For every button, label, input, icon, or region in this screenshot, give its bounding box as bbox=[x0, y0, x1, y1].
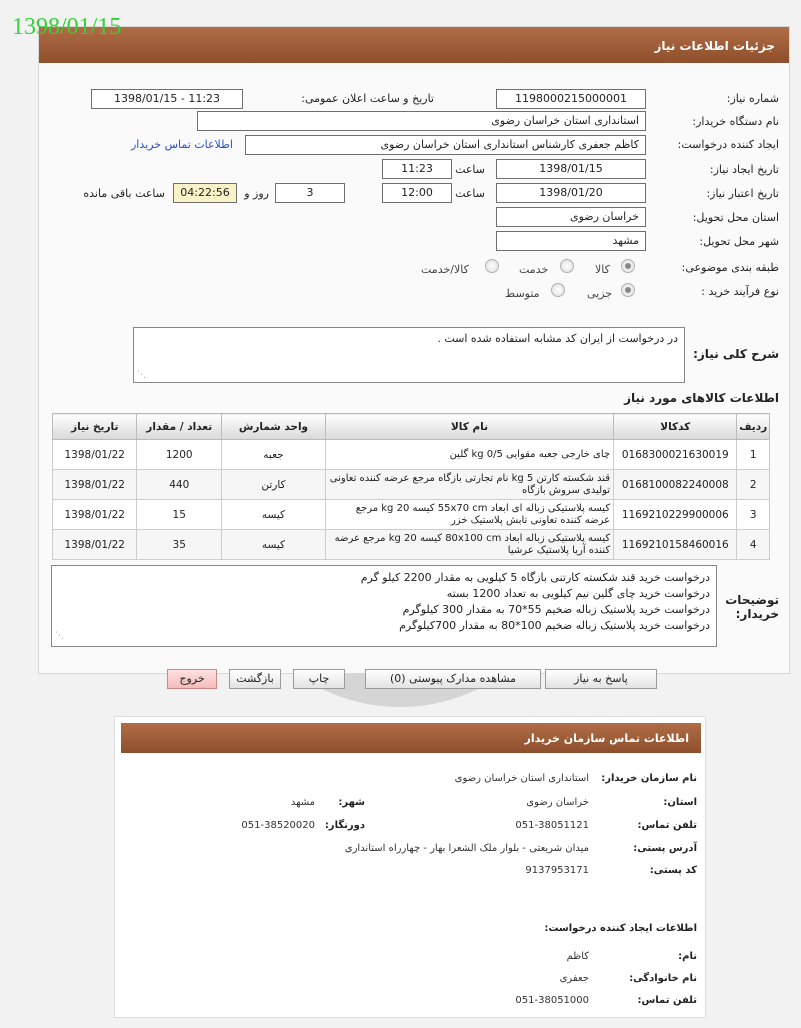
days-field: 3 bbox=[275, 183, 345, 203]
category-option-service: خدمت bbox=[519, 263, 549, 276]
cell-row-number: 2 bbox=[737, 470, 770, 500]
cell-need-date: 1398/01/22 bbox=[53, 530, 137, 560]
summary-textarea[interactable] bbox=[133, 327, 685, 383]
items-section-title: اطلاعات کالاهای مورد نیاز bbox=[624, 391, 779, 405]
creator-last-name-label: نام خانوادگی: bbox=[629, 973, 697, 984]
exit-button[interactable]: خروج bbox=[167, 669, 217, 689]
table-row bbox=[53, 500, 770, 530]
category-option-both: کالا/خدمت bbox=[421, 263, 469, 276]
buyer-notes-textarea[interactable] bbox=[51, 565, 717, 647]
process-option-medium: متوسط bbox=[505, 287, 540, 300]
announce-field: 1398/01/15 - 11:23 bbox=[91, 89, 243, 109]
contact-org-label: نام سازمان خریدار: bbox=[601, 773, 697, 784]
col-need-date: تاریخ نیاز bbox=[53, 414, 137, 440]
cell-quantity: 15 bbox=[137, 500, 221, 530]
col-item-name: نام کالا bbox=[325, 414, 613, 440]
cell-unit: کارتن bbox=[221, 470, 325, 500]
buyer-note-line: درخواست خرید پلاستیک زباله ضخیم 100*80 به مقدار 700کیلوگرم bbox=[399, 619, 710, 632]
validity-date-field: 1398/01/20 bbox=[496, 183, 646, 203]
cell-row-number: 1 bbox=[737, 440, 770, 470]
cell-unit: جعبه bbox=[221, 440, 325, 470]
category-radio-both[interactable] bbox=[485, 259, 499, 273]
cell-quantity: 1200 bbox=[137, 440, 221, 470]
category-label: طبقه بندی موضوعی: bbox=[681, 261, 779, 274]
cell-item-name: قند شکسته کارتن 5 kg نام تجارتی بازگاه مرجع عرضه کننده تعاونی تولیدی سروش بازگاه bbox=[325, 470, 613, 500]
table-row bbox=[53, 470, 770, 500]
delivery-province-label: استان محل تحویل: bbox=[692, 211, 779, 224]
delivery-province-field: خراسان رضوی bbox=[496, 207, 646, 227]
days-label: روز و bbox=[244, 187, 269, 200]
view-attachments-button[interactable]: مشاهده مدارک پیوستی (0) bbox=[365, 669, 541, 689]
category-radio-service[interactable] bbox=[560, 259, 574, 273]
announce-label: تاریخ و ساعت اعلان عمومی: bbox=[301, 92, 434, 105]
contact-city-label: شهر: bbox=[338, 797, 365, 808]
validity-time-field: 12:00 bbox=[382, 183, 452, 203]
col-row-number: ردیف bbox=[737, 414, 770, 440]
cell-item-code: 1169210158460016 bbox=[614, 530, 737, 560]
cell-item-name: کیسه پلاستیکی زباله ای ابعاد 55x70 cm کیسه 20 kg مرجع عرضه کننده تعاونی تابش پلاستیک خزر bbox=[325, 500, 613, 530]
cell-row-number: 4 bbox=[737, 530, 770, 560]
summary-text: در درخواست از ایران کد مشابه استفاده شده است . bbox=[437, 332, 678, 345]
buyer-note-line: درخواست خرید پلاستیک زباله ضخیم 55*70 به مقدار 300 کیلوگرم bbox=[402, 603, 710, 616]
process-option-minor: جزیی bbox=[587, 287, 613, 300]
items-table-header bbox=[53, 414, 770, 440]
buyer-note-line: درخواست خرید چای گلین نیم کیلویی به تعداد 1200 بسته bbox=[446, 587, 710, 600]
created-date-field: 1398/01/15 bbox=[496, 159, 646, 179]
contact-address-value: میدان شریعتی - بلوار ملک الشعرا بهار - چهارراه استانداری bbox=[344, 843, 589, 854]
reply-button[interactable]: پاسخ به نیاز bbox=[545, 669, 657, 689]
cell-unit: کیسه bbox=[221, 500, 325, 530]
cell-item-code: 0168300021630019 bbox=[614, 440, 737, 470]
cell-item-name: کیسه پلاستیکی زباله ابعاد 80x100 cm کیسه 20 kg مرجع عرضه کننده آریا پلاستیک عرشیا bbox=[325, 530, 613, 560]
creator-first-name-value: کاظم bbox=[566, 951, 589, 962]
need-number-field: 1198000215000001 bbox=[496, 89, 646, 109]
process-radio-medium[interactable] bbox=[551, 283, 565, 297]
contact-province-value: خراسان رضوی bbox=[526, 797, 589, 808]
table-row bbox=[53, 530, 770, 560]
validity-time-label: ساعت bbox=[455, 187, 485, 200]
col-item-code: کدکالا bbox=[614, 414, 737, 440]
creator-section-title: اطلاعات ایجاد کننده درخواست: bbox=[544, 923, 697, 934]
panel-title: جزئیات اطلاعات نیاز bbox=[39, 27, 789, 63]
cell-quantity: 440 bbox=[137, 470, 221, 500]
contact-postal-label: کد پستی: bbox=[649, 865, 697, 876]
contact-province-label: استان: bbox=[663, 797, 697, 808]
buyer-note-line: درخواست خرید قند شکسته کارتنی بازگاه 5 کیلویی به مقدار 2200 کیلو گرم bbox=[360, 571, 710, 584]
contact-fax-value: 051-38520020 bbox=[241, 820, 315, 831]
delivery-city-label: شهر محل تحویل: bbox=[699, 235, 779, 248]
cell-quantity: 35 bbox=[137, 530, 221, 560]
category-radio-goods[interactable] bbox=[621, 259, 635, 273]
buyer-contact-card bbox=[114, 716, 706, 1018]
resize-grip-icon[interactable]: ⋰ bbox=[55, 631, 64, 641]
buyer-contact-link[interactable]: اطلاعات تماس خریدار bbox=[131, 138, 233, 151]
cell-item-name: چای خارجی جعبه مقوایی 0/5 kg گلین bbox=[325, 440, 613, 470]
contact-title: اطلاعات تماس سازمان خریدار bbox=[121, 723, 701, 753]
date-stamp: 1398/01/15 bbox=[12, 14, 122, 40]
creator-first-name-label: نام: bbox=[678, 951, 697, 962]
need-details-panel bbox=[38, 26, 790, 685]
created-time-label: ساعت bbox=[455, 163, 485, 176]
contact-fax-label: دورنگار: bbox=[324, 820, 365, 831]
contact-org-value: استانداری استان خراسان رضوی bbox=[454, 773, 589, 784]
items-table bbox=[52, 413, 770, 560]
contact-phone-value: 051-38051121 bbox=[515, 820, 589, 831]
buyer-notes-label: توضیحات خریدار: bbox=[725, 593, 779, 621]
remaining-label: ساعت باقی مانده bbox=[83, 187, 165, 200]
summary-label: شرح کلی نیاز: bbox=[693, 347, 779, 361]
cell-need-date: 1398/01/22 bbox=[53, 470, 137, 500]
created-time-field: 11:23 bbox=[382, 159, 452, 179]
cell-unit: کیسه bbox=[221, 530, 325, 560]
cell-item-code: 0168100082240008 bbox=[614, 470, 737, 500]
process-radio-minor[interactable] bbox=[621, 283, 635, 297]
contact-phone-label: تلفن تماس: bbox=[637, 820, 697, 831]
contact-postal-value: 9137953171 bbox=[525, 865, 589, 876]
created-date-label: تاریخ ایجاد نیاز: bbox=[709, 163, 779, 176]
process-label: نوع فرآیند خرید : bbox=[701, 285, 779, 298]
cell-need-date: 1398/01/22 bbox=[53, 440, 137, 470]
contact-city-value: مشهد bbox=[290, 797, 315, 808]
resize-grip-icon[interactable]: ⋰ bbox=[137, 370, 146, 380]
remaining-time-field: 04:22:56 bbox=[173, 183, 237, 203]
creator-field: کاظم جعفری کارشناس استانداری استان خراسان رضوی bbox=[245, 135, 646, 155]
col-quantity: تعداد / مقدار bbox=[137, 414, 221, 440]
col-unit: واحد شمارش bbox=[221, 414, 325, 440]
contact-address-label: آدرس پستی: bbox=[633, 843, 697, 854]
creator-phone-label: تلفن تماس: bbox=[637, 995, 697, 1006]
creator-label: ایجاد کننده درخواست: bbox=[677, 138, 779, 151]
table-row bbox=[53, 440, 770, 470]
need-number-label: شماره نیاز: bbox=[726, 92, 779, 105]
cell-item-code: 1169210229900006 bbox=[614, 500, 737, 530]
validity-date-label: تاریخ اعتبار نیاز: bbox=[706, 187, 779, 200]
creator-last-name-value: جعفری bbox=[559, 973, 589, 984]
delivery-city-field: مشهد bbox=[496, 231, 646, 251]
category-option-goods: کالا bbox=[595, 263, 610, 276]
print-button[interactable]: چاپ bbox=[293, 669, 345, 689]
buyer-org-label: نام دستگاه خریدار: bbox=[692, 115, 779, 128]
creator-phone-value: 051-38051000 bbox=[515, 995, 589, 1006]
back-button[interactable]: بازگشت bbox=[229, 669, 281, 689]
buyer-org-field: استانداری استان خراسان رضوی bbox=[197, 111, 646, 131]
cell-row-number: 3 bbox=[737, 500, 770, 530]
cell-need-date: 1398/01/22 bbox=[53, 500, 137, 530]
